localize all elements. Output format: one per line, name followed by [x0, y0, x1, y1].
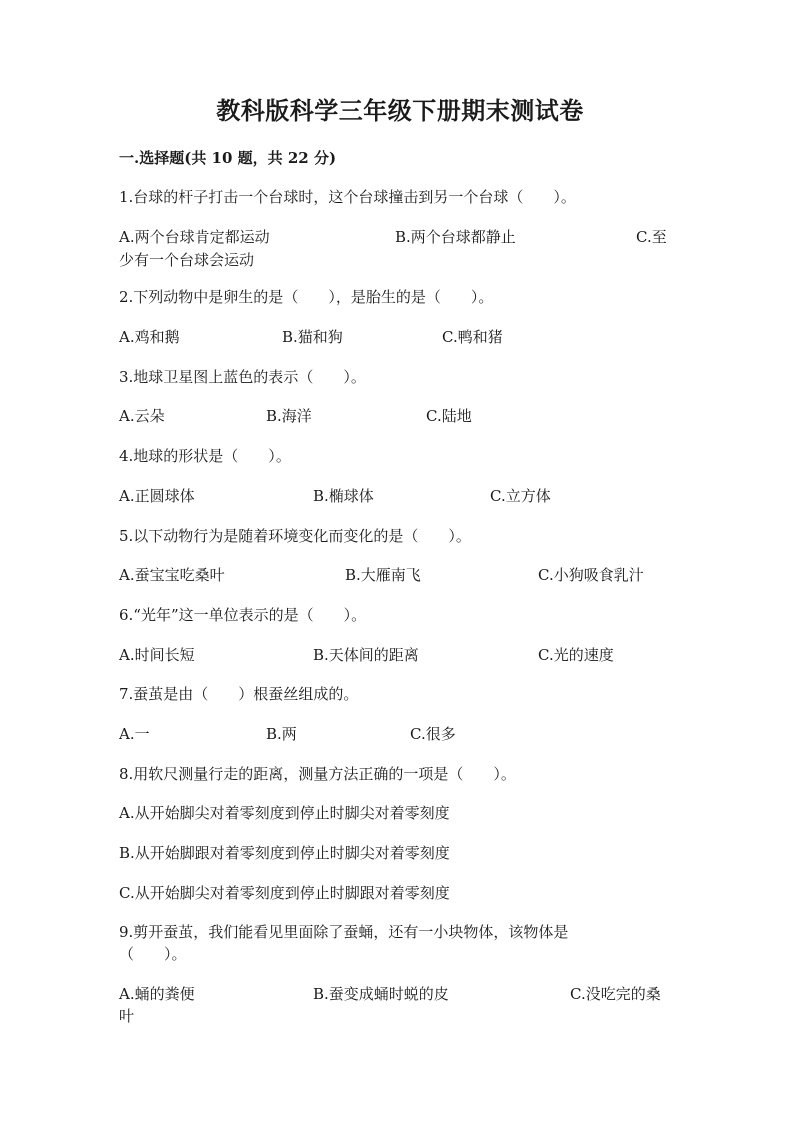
- question-8-option-b: B.从开始脚跟对着零刻度到停止时脚尖对着零刻度: [119, 844, 450, 862]
- question-7-option-a: A.一: [119, 725, 150, 743]
- question-3-option-c: C.陆地: [426, 407, 472, 425]
- question-6-option-b: B.天体间的距离: [313, 646, 419, 664]
- question-1-option-c: C.至: [636, 228, 667, 246]
- question-8-stem: 8.用软尺测量行走的距离，测量方法正确的一项是（ ）。: [119, 765, 516, 783]
- question-7-option-c: C.很多: [410, 725, 456, 743]
- question-2-stem: 2.下列动物中是卵生的是（ ），是胎生的是（ ）。: [119, 288, 494, 306]
- question-9-option-b: B.蚕变成蛹时蜕的皮: [313, 985, 449, 1003]
- question-5-option-a: A.蚕宝宝吃桑叶: [119, 566, 225, 584]
- question-5-option-b: B.大雁南飞: [345, 566, 421, 584]
- question-4-stem: 4.地球的形状是（ ）。: [119, 447, 291, 465]
- question-9-option-c: C.没吃完的桑: [570, 985, 661, 1003]
- question-4-option-b: B.椭球体: [313, 487, 374, 505]
- question-8-option-a: A.从开始脚尖对着零刻度到停止时脚尖对着零刻度: [119, 804, 450, 822]
- question-5-option-c: C.小狗吸食乳汁: [538, 566, 644, 584]
- question-3-stem: 3.地球卫星图上蓝色的表示（ ）。: [119, 368, 366, 386]
- question-9-option-a: A.蛹的粪便: [119, 985, 195, 1003]
- question-6-option-a: A.时间长短: [119, 646, 195, 664]
- question-2-option-c: C.鸭和猪: [442, 328, 503, 346]
- question-3-option-b: B.海洋: [266, 407, 312, 425]
- question-4-option-c: C.立方体: [490, 487, 551, 505]
- question-7-option-b: B.两: [266, 725, 297, 743]
- question-4-option-a: A.正圆球体: [119, 487, 195, 505]
- question-3-option-a: A.云朵: [119, 407, 165, 425]
- question-5-stem: 5.以下动物行为是随着环境变化而变化的是（ ）。: [119, 527, 471, 545]
- page-title: 教科版科学三年级下册期末测试卷: [216, 96, 584, 125]
- question-1-option-b: B.两个台球都静止: [395, 228, 516, 246]
- question-6-option-c: C.光的速度: [538, 646, 614, 664]
- section-heading: 一.选择题(共 10 题，共 22 分): [119, 149, 337, 167]
- question-9-stem-continuation: （ ）。: [119, 945, 187, 963]
- question-2-option-b: B.猫和狗: [282, 328, 343, 346]
- question-8-option-c: C.从开始脚尖对着零刻度到停止时脚跟对着零刻度: [119, 884, 450, 902]
- question-1-option-a: A.两个台球肯定都运动: [119, 228, 270, 246]
- question-2-option-a: A.鸡和鹅: [119, 328, 180, 346]
- question-9-option-c-continuation: 叶: [119, 1007, 135, 1025]
- question-6-stem: 6.“光年”这一单位表示的是（ ）。: [119, 606, 367, 624]
- question-7-stem: 7.蚕茧是由（ ）根蚕丝组成的。: [119, 685, 359, 703]
- question-9-stem: 9.剪开蚕茧，我们能看见里面除了蚕蛹，还有一小块物体，该物体是: [119, 923, 569, 941]
- question-1-stem: 1.台球的杆子打击一个台球时，这个台球撞击到另一个台球（ ）。: [119, 188, 576, 206]
- question-1-option-c-continuation: 少有一个台球会运动: [119, 251, 255, 269]
